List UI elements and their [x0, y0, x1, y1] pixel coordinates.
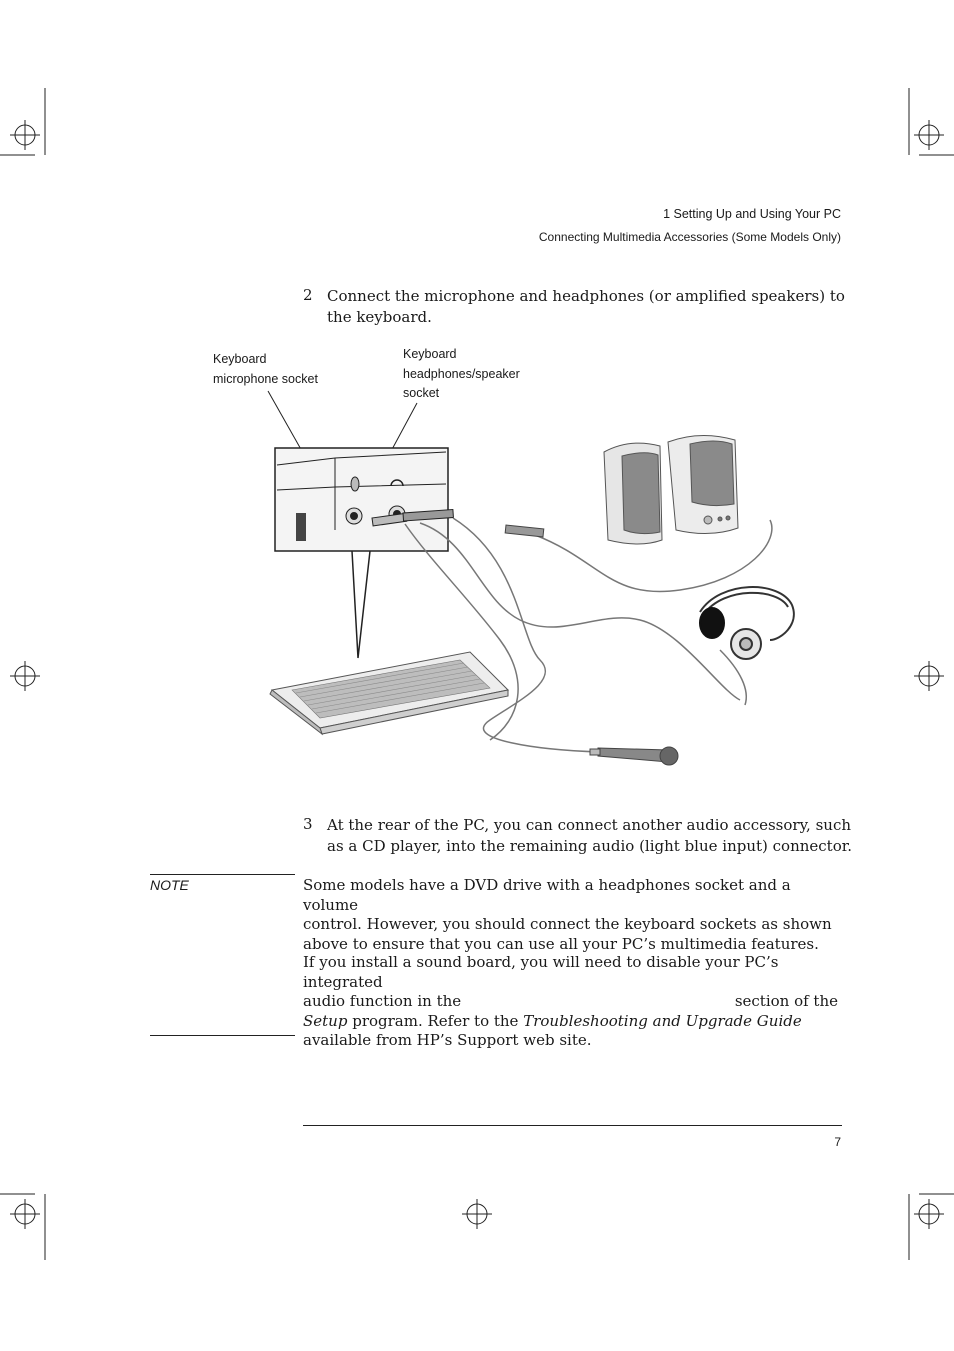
step-2-number: 2 — [303, 286, 313, 304]
note-paragraph-2-line-2: audio function in the section of the — [303, 992, 838, 1010]
step-2-line-2: the keyboard. — [327, 308, 432, 326]
microphone — [590, 747, 678, 765]
step-3-line-2: as a CD player, into the remaining audio (light blue input) connector. — [327, 837, 853, 855]
step-3-number: 3 — [303, 815, 313, 833]
callout-microphone-socket: Keyboard microphone socket — [213, 352, 318, 386]
speakers — [604, 435, 738, 544]
step-2-line-1: Connect the microphone and headphones (or amplified speakers) to — [327, 287, 845, 305]
note-label: NOTE — [150, 877, 189, 893]
note-paragraph-2: If you install a sound board, you will need to disable your PC’s integrated audio function in the section of the Setup program. Refer to the Troubleshooting and Upgrade Guide available from HP’s Support web site. — [303, 953, 843, 1051]
note-top-rule — [150, 874, 295, 875]
page-number: 7 — [834, 1135, 841, 1149]
callout-headphones-socket: Keyboard headphones/speaker socket — [403, 347, 520, 400]
step-3-text — [327, 815, 852, 857]
keyboard — [270, 652, 508, 734]
headphones — [700, 587, 794, 659]
footer-rule — [303, 1125, 842, 1126]
section-header: Connecting Multimedia Accessories (Some Models Only) — [538, 230, 841, 244]
note-paragraph-2-line-3: Setup program. Refer to the Troubleshooting and Upgrade Guide — [303, 1011, 802, 1030]
keyboard-socket-closeup — [275, 448, 453, 551]
chapter-header: 1 Setting Up and Using Your PC — [663, 207, 841, 221]
note-bottom-rule — [150, 1035, 295, 1036]
step-3-line-1: At the rear of the PC, you can connect another audio accessory, such — [327, 816, 852, 834]
note-paragraph-1: Some models have a DVD drive with a headphones socket and a volume control. However, you should connect the keyboard sockets as shown above to ensure that you can use all your PC’s multimedia features. — [303, 876, 832, 953]
